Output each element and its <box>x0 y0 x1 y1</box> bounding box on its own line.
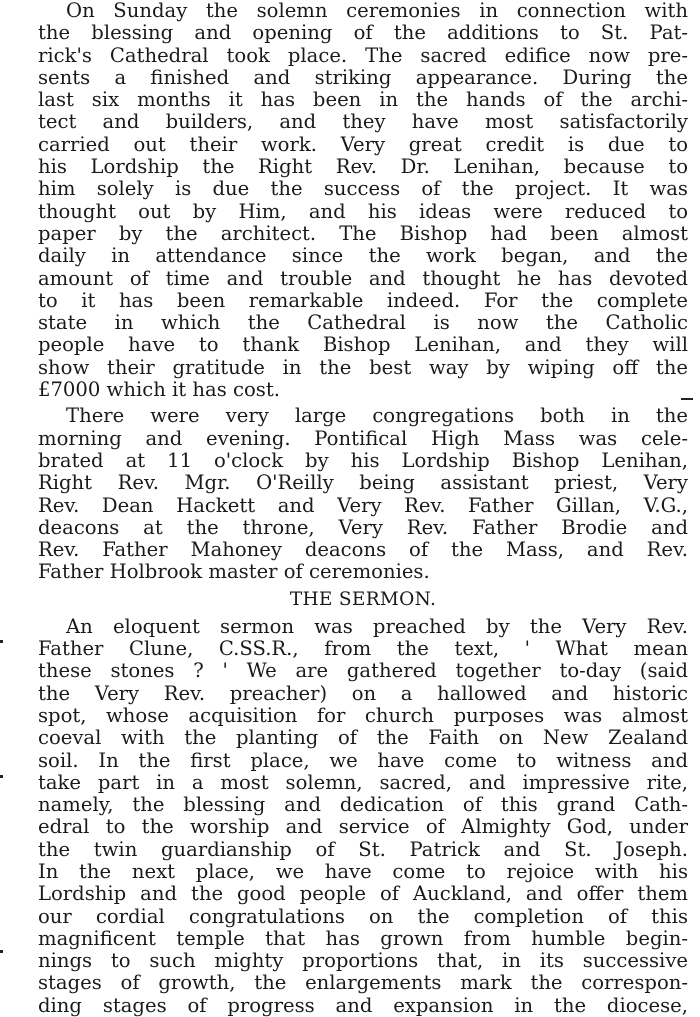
text-line: Right Rev. Mgr. O'Reilly being assistant priest, Very <box>38 471 688 495</box>
text-line: nings to such mighty proportions that, in its successive <box>38 949 688 973</box>
print-speck <box>0 640 3 643</box>
text-line: these stones ? ' We are gathered together to-day (said <box>38 659 688 683</box>
text-line: brated at 11 o'clock by his Lordship Bishop Lenihan, <box>38 448 688 472</box>
text-line: show their gratitude in the best way by wiping off the <box>38 355 688 379</box>
text-line: ding stages of progress and expansion in the diocese, <box>38 993 688 1017</box>
text-line: state in which the Cathedral is now the Catholic <box>38 311 688 335</box>
text-line: An eloquent sermon was preached by the Very Rev. <box>66 614 688 638</box>
text-line: carried out their work. Very great credit is due to <box>38 132 688 156</box>
print-speck <box>0 950 3 953</box>
print-speck <box>0 775 3 778</box>
text-line: namely, the blessing and dedication of this grand Cath- <box>38 793 688 817</box>
text-line: stages of growth, the enlargements mark the correspon- <box>38 971 688 995</box>
text-line: paper by the architect. The Bishop had been almost <box>38 221 688 245</box>
text-line: spot, whose acquisition for church purposes was almost <box>38 703 688 727</box>
print-speck <box>681 398 693 400</box>
text-line: edral to the worship and service of Almighty God, under <box>38 815 688 839</box>
text-line: take part in a most solemn, sacred, and impressive rite, <box>38 770 688 794</box>
text-line: thought out by Him, and his ideas were reduced to <box>38 199 688 223</box>
text-line: In the next place, we have come to rejoice with his <box>38 859 688 883</box>
text-line: coeval with the planting of the Faith on New Zealand <box>38 726 688 750</box>
text-line: to it has been remarkable indeed. For the complete <box>38 288 688 312</box>
paragraph-congregations <box>38 405 688 583</box>
text-line: rick's Cathedral took place. The sacred edifice now pre- <box>38 43 688 67</box>
article-column <box>38 0 688 1017</box>
text-line: the blessing and opening of the additions to St. Pat- <box>38 21 688 45</box>
text-line: There were very large congregations both in the <box>66 404 688 428</box>
text-line: Father Holbrook master of ceremonies. <box>38 560 430 584</box>
text-line: amount of time and trouble and thought he has devoted <box>38 266 688 290</box>
paragraph-sermon <box>38 616 688 1017</box>
text-line: Rev. Dean Hackett and Very Rev. Father Gillan, V.G., <box>38 493 688 517</box>
text-line: him solely is due the success of the project. It was <box>38 177 688 201</box>
text-line: On Sunday the solemn ceremonies in connection with <box>66 0 688 22</box>
text-line: daily in attendance since the work began, and the <box>38 244 688 268</box>
text-line: people have to thank Bishop Lenihan, and they will <box>38 333 688 357</box>
text-line: our cordial congratulations on the completion of this <box>38 904 688 928</box>
text-line: his Lordship the Right Rev. Dr. Lenihan, because to <box>38 155 688 179</box>
text-line: sents a finished and striking appearance. During the <box>38 65 688 89</box>
section-heading: THE SERMON. <box>289 588 437 610</box>
paragraph-opening <box>38 0 688 401</box>
text-line: the Very Rev. preacher) on a hallowed and historic <box>38 681 688 705</box>
text-line: deacons at the throne, Very Rev. Father Brodie and <box>38 515 688 539</box>
text-line: Father Clune, C.SS.R., from the text, ' What mean <box>38 637 688 661</box>
text-line: Lordship and the good people of Auckland, and offer them <box>38 882 688 906</box>
text-line: soil. In the first place, we have come to witness and <box>38 748 688 772</box>
text-line: £7000 which it has cost. <box>38 378 280 402</box>
text-line: morning and evening. Pontifical High Mass was cele- <box>38 426 688 450</box>
text-line: Rev. Father Mahoney deacons of the Mass, and Rev. <box>38 538 688 562</box>
text-line: tect and builders, and they have most satisfactorily <box>38 110 688 134</box>
text-line: magnificent temple that has grown from humble begin- <box>38 926 688 950</box>
text-line: the twin guardianship of St. Patrick and St. Joseph. <box>38 837 688 861</box>
text-line: last six months it has been in the hands of the archi- <box>38 88 688 112</box>
